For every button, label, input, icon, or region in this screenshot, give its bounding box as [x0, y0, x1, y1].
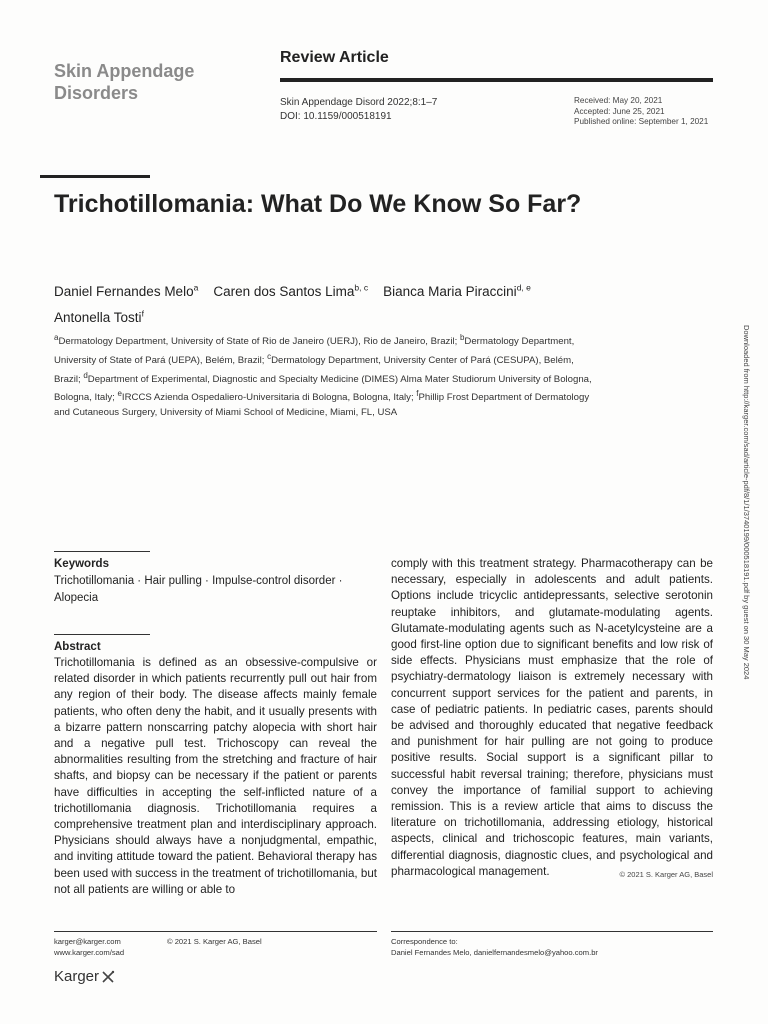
- title-rule: [40, 175, 150, 178]
- author[interactable]: Antonella Tosti$^f$: [54, 308, 144, 325]
- journal-name: [54, 60, 194, 104]
- accepted-date: Accepted: June 25, 2021: [574, 106, 665, 116]
- karger-logo-text: Karger: [54, 968, 100, 985]
- karger-logo: [54, 968, 115, 985]
- publication-dates: [574, 96, 708, 128]
- published-date: Published online: September 1, 2021: [574, 117, 709, 126]
- correspondence-label: Correspondence to:: [391, 937, 458, 946]
- author-list: [54, 276, 674, 329]
- keywords-rule: [54, 551, 150, 552]
- publisher-contact: [54, 937, 124, 958]
- author[interactable]: Bianca Maria Piraccini$^{d, e}$: [383, 282, 531, 299]
- abstract-text-right: comply with this treatment strategy. Pharmacotherapy can be necessary, especially in adolescents and adult patients. Options include tricyclic antidepressants, selective serotonin reuptake inhibitors, and glutamate-modulating agents. Glutamate-modulating agents such as N-acetylcysteine are a good first-line option due to significant benefits and low risk of side effects. Physicians must emphasize that the role of psychiatry-dermatology liaison is extremely necessary with concurrent support services for the patient and parents, in case of pediatric patients. In pediatric cases, parents should be advised and thoroughly educated that negative feedback and punishment for hair pulling are not going to produce positive results. Social support is a significant pillar to successful habit reversal training; therefore, physicians must convey the importance of familial support to achieving remission. This is a review article that aims to discuss the literature on trichotillomania, addressing etiology, historical aspects, clinical and trichoscopic features, main variants, differential diagnosis, diagnostic clues, and psychological and pharmacological management. © 2021 S. Karger AG, Basel: [391, 556, 713, 883]
- publisher-website[interactable]: www.karger.com/sad: [54, 947, 125, 957]
- correspondence: [391, 937, 598, 958]
- correspondence-contact[interactable]: Daniel Fernandes Melo, danielfernandesmelo@yahoo.com.br: [391, 947, 598, 957]
- affiliations: $^a$Dermatology Department, University of State of Rio de Janeiro (UERJ), Rio de Janeiro, Brazil; $^b$Dermatology Department, University of State of Pará (UEPA), Belém, Brazil; $^c$Dermatology Department, University Center of Pará (CESUPA), Belém, Brazil; $^d$Department of Experimental, Diagnostic and Specialty Medicine (DIMES) Alma Mater Studiorum University of Bologna, Bologna, Italy; $^e$IRCCS Azienda Ospedaliero-Universitaria di Bologna, Bologna, Italy; $^f$Phillip Frost Department of Dermatology and Cutaneous Surgery, University of Miami School of Medicine, Miami, FL, USA: [54, 333, 592, 419]
- abstract-text-left: Trichotillomania is defined as an obsessive-compulsive or related disorder in which patients recurrently pull out hair from any region of their body. The disease affects mainly female patients, who often deny the habit, and it usually presents with a bizarre pattern nonscarring patchy alopecia with short hair and a negative pull test. Trichoscopy can reveal the abnormalities resulting from the stretching and fracture of hair shafts, and biopsy can be necessary if the patient or parents have difficulties in accepting the self-inflicted nature of a trichotillomania diagnosis. Trichotillomania requires a comprehensive treatment plan and interdisciplinary approach. Physicians should always have a nonjudgmental, empathic, and inviting attitude toward the patient. Behavioral therapy has been used with success in the treatment of trichotillomania, but not all patients are willing or able to: [54, 656, 377, 896]
- karger-mark-icon: [101, 969, 115, 985]
- journal-name-line1: Skin Appendage: [54, 61, 195, 81]
- footer-copyright: © 2021 S. Karger AG, Basel: [167, 937, 262, 946]
- journal-name-line2: Disorders: [54, 83, 139, 103]
- citation: [280, 96, 437, 124]
- footer-rule-right: [391, 931, 713, 932]
- citation-ref: Skin Appendage Disord 2022;8:1–7: [280, 97, 438, 108]
- citation-doi[interactable]: DOI: 10.1159/000518191: [280, 111, 392, 122]
- header-rule: [280, 78, 713, 82]
- keywords-heading: Keywords: [54, 558, 109, 570]
- article-type: Review Article: [280, 49, 389, 66]
- keywords-text: Trichotillomania · Hair pulling · Impulse-control disorder · Alopecia: [54, 575, 343, 604]
- article-title: Trichotillomania: What Do We Know So Far?: [54, 190, 582, 218]
- footer-rule-left: [54, 931, 377, 932]
- abstract-rule: [54, 634, 150, 635]
- author[interactable]: Daniel Fernandes Melo$^a$: [54, 282, 199, 299]
- download-notice: Downloaded from http://karger.com/sad/article-pdf/8/1/1/3740199/000518191.pdf by guest on 30 May 2024: [742, 325, 751, 680]
- author[interactable]: Caren dos Santos Lima$^{b, c}$: [213, 282, 369, 299]
- publisher-email[interactable]: karger@karger.com: [54, 937, 121, 946]
- abstract-copyright: © 2021 S. Karger AG, Basel: [619, 869, 713, 879]
- received-date: Received: May 20, 2021: [574, 96, 663, 105]
- abstract-heading: Abstract: [54, 641, 101, 653]
